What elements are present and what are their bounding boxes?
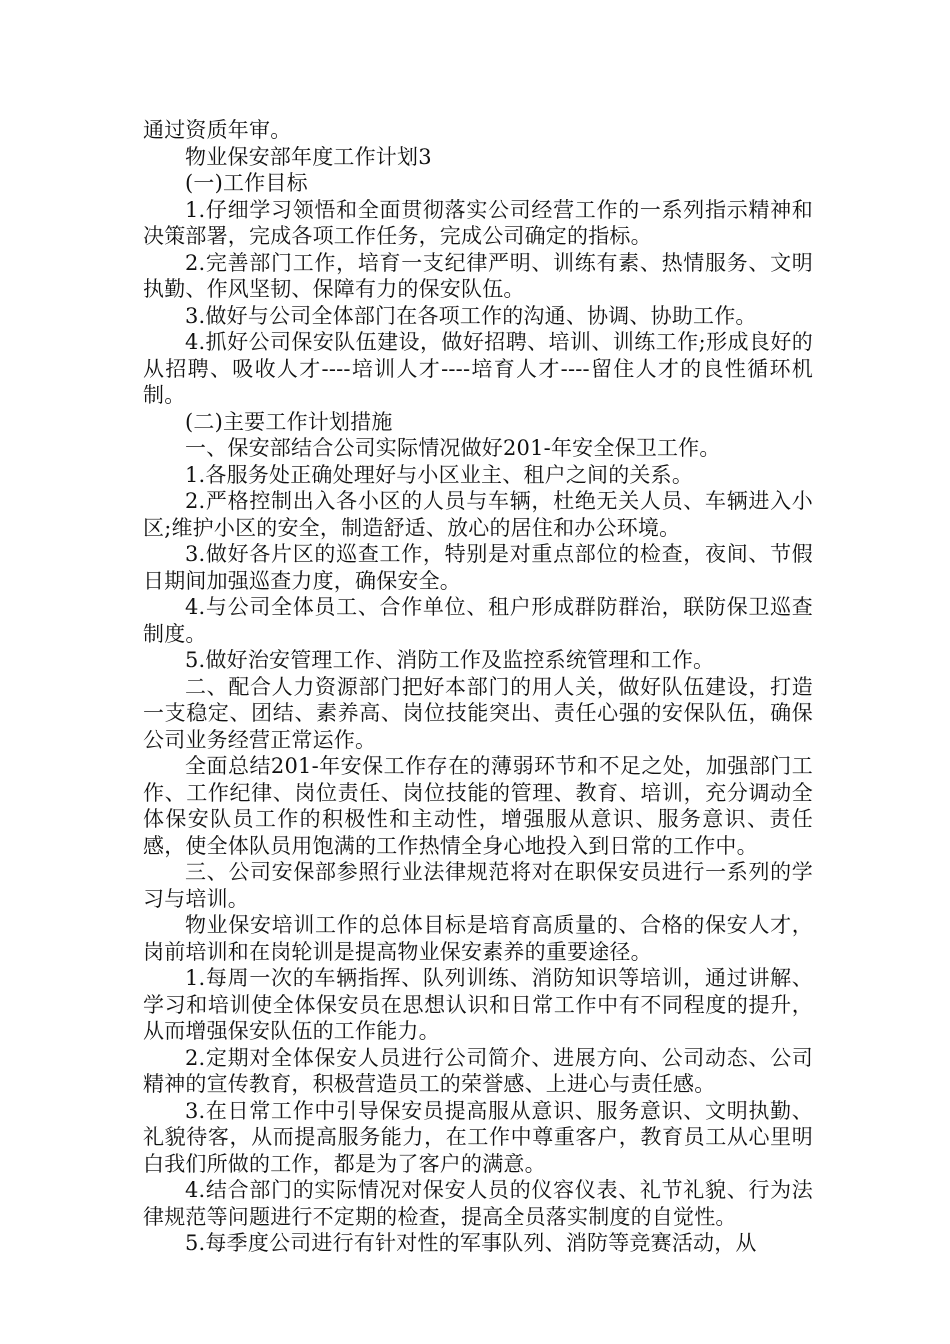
paragraph: 2.定期对全体保安人员进行公司简介、进展方向、公司动态、公司精神的宣传教育，积极营造员工的荣誉感、上进心与责任感。 [143, 1045, 813, 1096]
section-heading: (二)主要工作计划措施 [185, 409, 393, 434]
paragraph: 全面总结201-年安保工作存在的薄弱环节和不足之处，加强部门工作、工作纪律、岗位责任、岗位技能的管理、教育、培训，充分调动全体保安队员工作的积极性和主动性，增强服从意识、服务意识、责任感，使全体队员用饱满的工作热情全身心地投入到日常的工作中。 [143, 754, 813, 858]
paragraph: 物业保安培训工作的总体目标是培育高质量的、合格的保安人才，岗前培训和在岗轮训是提高物业保安素养的重要途径。 [143, 913, 813, 964]
section-heading: (一)工作目标 [185, 171, 308, 195]
paragraph: 2.完善部门工作，培育一支纪律严明、训练有素、热情服务、文明执勤、作风坚韧、保障有力的保安队伍。 [143, 250, 813, 301]
paragraph: 4.与公司全体员工、合作单位、租户形成群防群治，联防保卫巡查制度。 [143, 595, 813, 646]
paragraph: 1.仔细学习领悟和全面贯彻落实公司经营工作的一系列指示精神和决策部署，完成各项工作任务，完成公司确定的指标。 [143, 197, 813, 248]
paragraph: 5.每季度公司进行有针对性的军事队列、消防等竞赛活动，从 [185, 1231, 757, 1255]
paragraph: 2.严格控制出入各小区的人员与车辆，杜绝无关人员、车辆进入小区;维护小区的安全，制造舒适、放心的居住和办公环境。 [143, 489, 813, 540]
paragraph: 5.做好治安管理工作、消防工作及监控系统管理和工作。 [185, 648, 715, 672]
paragraph: 一、保安部结合公司实际情况做好201-年安全保卫工作。 [185, 436, 721, 460]
paragraph: 3.在日常工作中引导保安员提高服从意识、服务意识、文明执勤、礼貌待客，从而提高服务能力，在工作中尊重客户，教育员工从心里明白我们所做的工作，都是为了客户的满意。 [143, 1098, 813, 1176]
paragraph: 三、公司安保部参照行业法律规范将对在职保安员进行一系列的学习与培训。 [143, 860, 813, 911]
paragraph: 通过资质年审。 [143, 118, 292, 142]
paragraph: 4.结合部门的实际情况对保安人员的仪容仪表、礼节礼貌、行为法律规范等问题进行不定期的检查，提高全员落实制度的自觉性。 [143, 1178, 813, 1229]
paragraph: 4.抓好公司保安队伍建设，做好招聘、培训、训练工作;形成良好的从招聘、吸收人才----培训人才----培育人才----留住人才的良性循环机制。 [143, 330, 813, 407]
paragraph: 1.每周一次的车辆指挥、队列训练、消防知识等培训，通过讲解、学习和培训使全体保安员在思想认识和日常工作中有不同程度的提升，从而增强保安队伍的工作能力。 [143, 966, 813, 1043]
paragraph: 物业保安部年度工作计划3 [185, 144, 432, 169]
paragraph: 3.做好各片区的巡查工作，特别是对重点部位的检查，夜间、节假日期间加强巡查力度，确保安全。 [143, 542, 813, 593]
document-page [143, 117, 813, 1257]
paragraph: 二、配合人力资源部门把好本部门的用人关，做好队伍建设，打造一支稳定、团结、素养高、岗位技能突出、责任心强的安保队伍，确保公司业务经营正常运作。 [143, 674, 813, 752]
paragraph: 3.做好与公司全体部门在各项工作的沟通、协调、协助工作。 [185, 303, 757, 328]
paragraph: 1.各服务处正确处理好与小区业主、租户之间的关系。 [185, 462, 694, 487]
